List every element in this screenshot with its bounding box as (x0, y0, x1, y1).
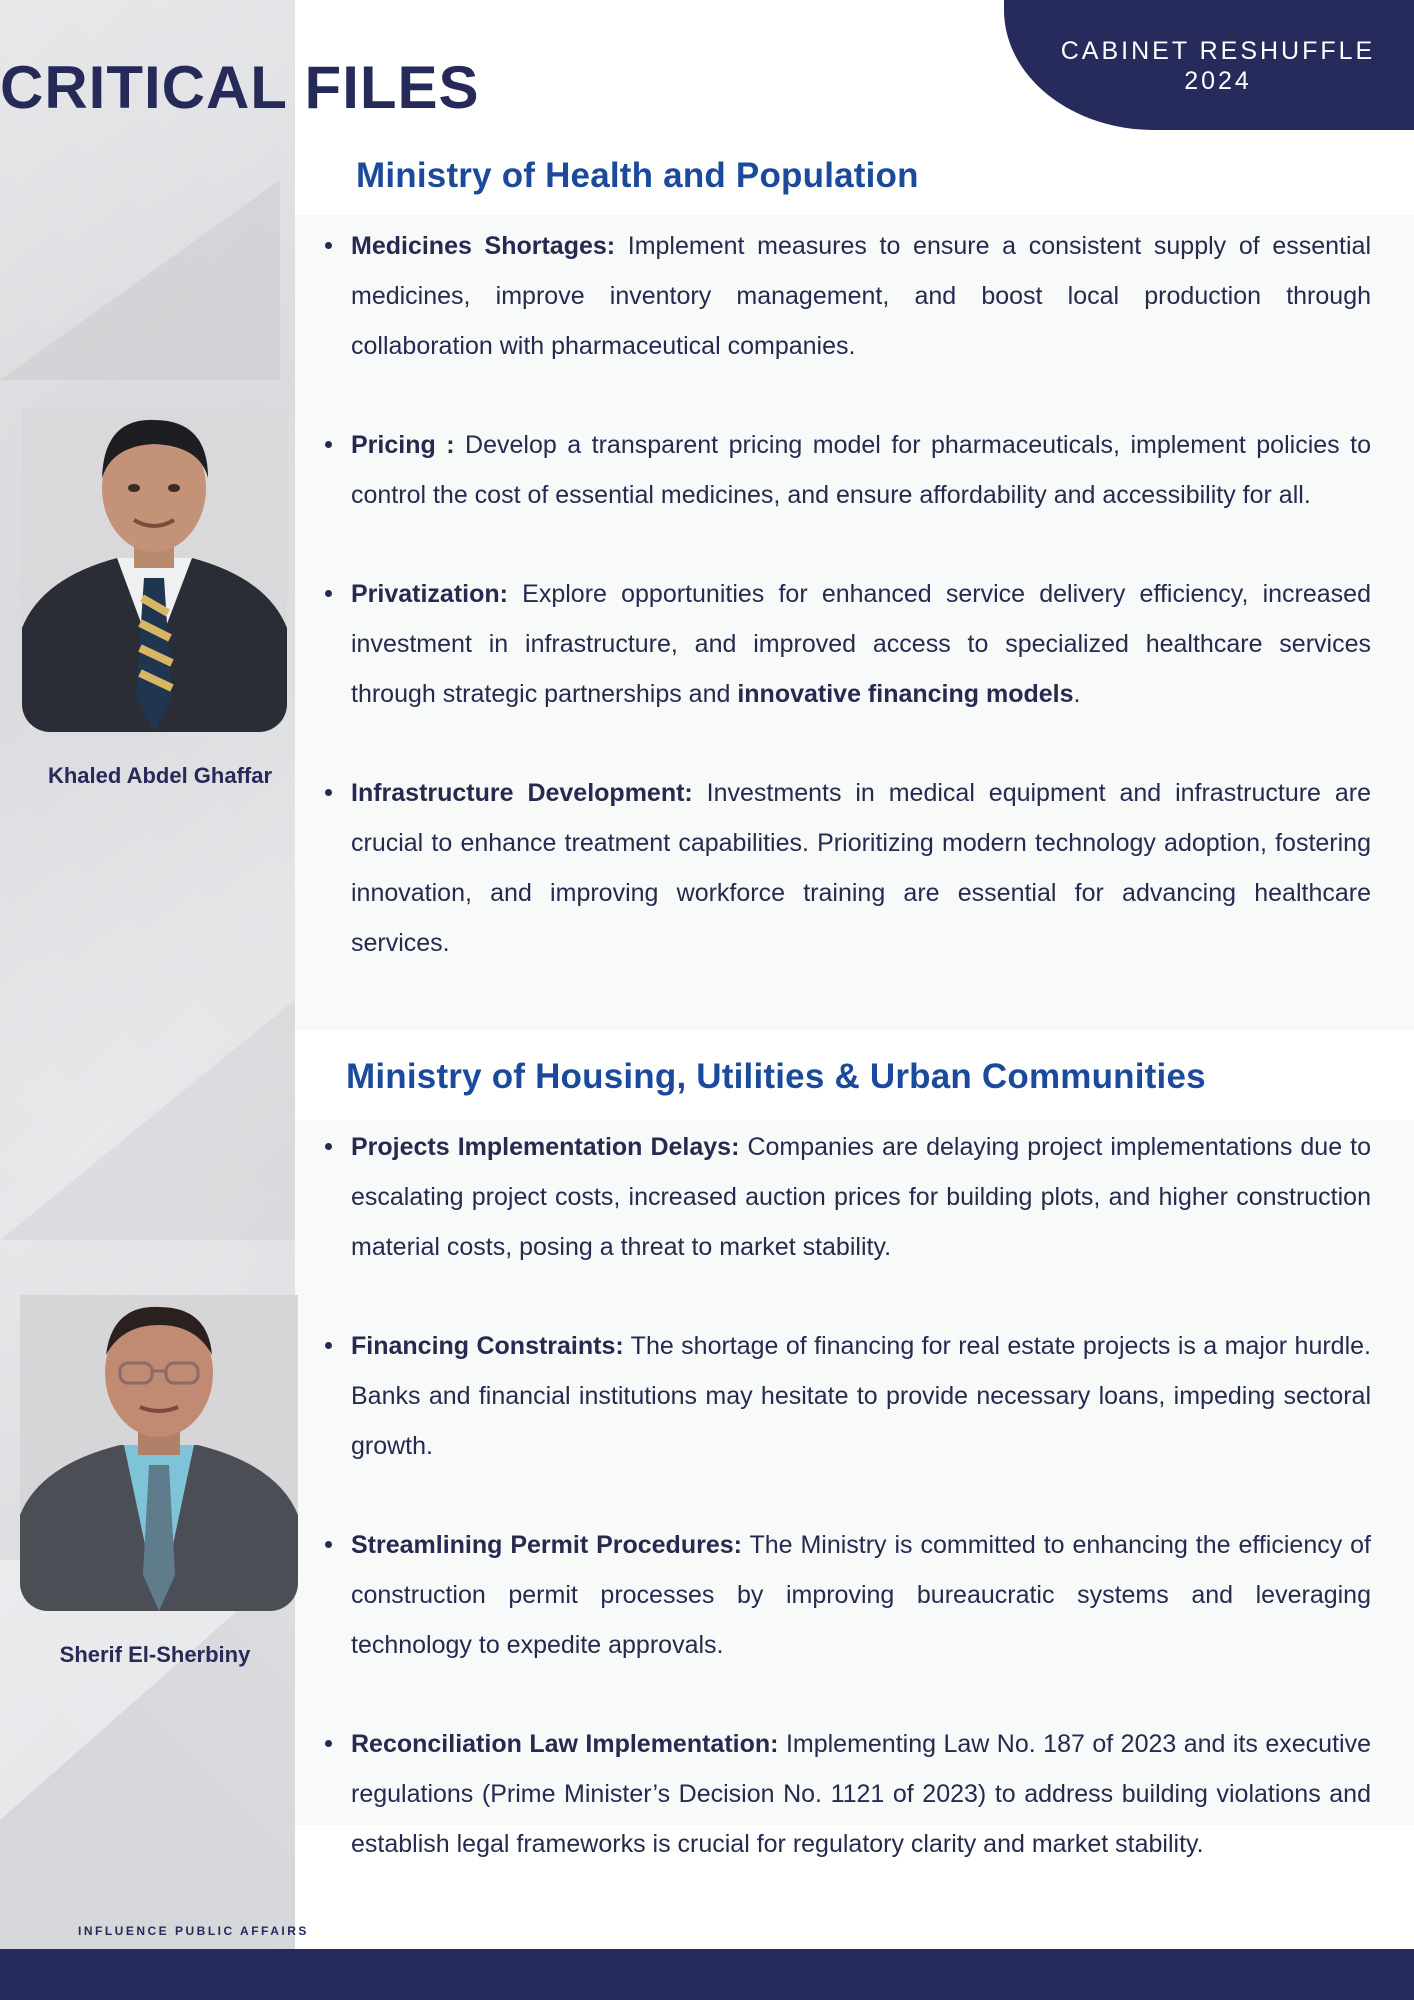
header-badge (1004, 0, 1414, 130)
bullet-icon (325, 1342, 332, 1349)
item-term: Privatization: (351, 580, 508, 608)
bullet-icon (325, 242, 332, 249)
badge-line-2: 2024 (1184, 67, 1252, 95)
item-term: Infrastructure Development: (351, 779, 693, 807)
minister-name-housing: Sherif El-Sherbiny (59, 1642, 251, 1667)
page-title: CRITICAL FILES (0, 54, 480, 121)
health-issues-list (351, 221, 1371, 1017)
item-term: Projects Implementation Delays: (351, 1133, 740, 1161)
item-emphasis: innovative financing models (737, 680, 1074, 708)
bullet-icon (325, 441, 332, 448)
bullet-icon (325, 590, 332, 597)
item-text: Explore opportunities for enhanced service delivery efficiency, increased investment in infrastructure, and improved access to specialized healthcare services through strategic partnerships and (351, 580, 1371, 708)
item-text: Implementing Law No. 187 of 2023 and its executive regulations (Prime Minister’s Decision No. 1121 of 2023) to address building violations and establish legal frameworks is crucial for regulatory clarity and market stability. (351, 1730, 1371, 1858)
minister-photo-housing (20, 1295, 298, 1611)
bottom-bar (0, 1949, 1414, 2000)
bullet-icon (325, 1143, 332, 1150)
header-badge-text (1048, 36, 1388, 96)
minister-name-health: Khaled Abdel Ghaffar (47, 763, 273, 788)
minister-photo-health (22, 408, 287, 732)
badge-line-1: CABINET RESHUFFLE (1060, 37, 1376, 65)
item-text: Implement measures to ensure a consistent supply of essential medicines, improve inventory management, and boost local production through collaboration with pharmaceutical companies. (351, 232, 1371, 360)
item-text: Investments in medical equipment and infrastructure are crucial to enhance treatment capabilities. Prioritizing modern technology adoption, fostering innovation, and improving workforce training are essential for advancing healthcare services. (351, 779, 1371, 957)
item-term: Medicines Shortages: (351, 232, 616, 260)
item-tail: . (1073, 680, 1081, 708)
item-term: Reconciliation Law Implementation: (351, 1730, 779, 1758)
list-item (351, 1321, 1371, 1471)
item-text: The Ministry is committed to enhancing the efficiency of construction permit processes by improving bureaucratic systems and leveraging technology to expedite approvals. (351, 1531, 1371, 1659)
list-item (351, 1520, 1371, 1670)
ministry-title-housing: Ministry of Housing, Utilities & Urban Communities (346, 1057, 1206, 1096)
portrait-image (20, 1295, 298, 1611)
list-item (351, 221, 1371, 371)
item-term: Streamlining Permit Procedures: (351, 1531, 742, 1559)
list-item (351, 569, 1371, 719)
item-text: Develop a transparent pricing model for pharmaceuticals, implement policies to control the cost of essential medicines, and ensure affordability and accessibility for all. (351, 431, 1371, 509)
item-term: Pricing : (351, 431, 455, 459)
bullet-icon (325, 789, 332, 796)
item-text: Companies are delaying project implementations due to escalating project costs, increased auction prices for building plots, and higher construction material costs, posing a threat to market stability. (351, 1133, 1372, 1261)
bullet-icon (325, 1740, 332, 1747)
portrait-image (22, 408, 287, 732)
item-text: The shortage of financing for real estate projects is a major hurdle. Banks and financial institutions may hesitate to provide necessary loans, impeding sectoral growth. (351, 1332, 1371, 1460)
list-item (351, 1719, 1371, 1869)
decorative-triangle (0, 180, 280, 380)
housing-issues-list (351, 1122, 1371, 1918)
item-term: Financing Constraints: (351, 1332, 624, 1360)
footer-brand: INFLUENCE PUBLIC AFFAIRS (78, 1924, 309, 1938)
ministry-title-health: Ministry of Health and Population (356, 156, 919, 195)
list-item (351, 1122, 1371, 1272)
decorative-triangle (0, 1000, 295, 1240)
list-item (351, 420, 1371, 520)
list-item (351, 768, 1371, 968)
bullet-icon (325, 1541, 332, 1548)
